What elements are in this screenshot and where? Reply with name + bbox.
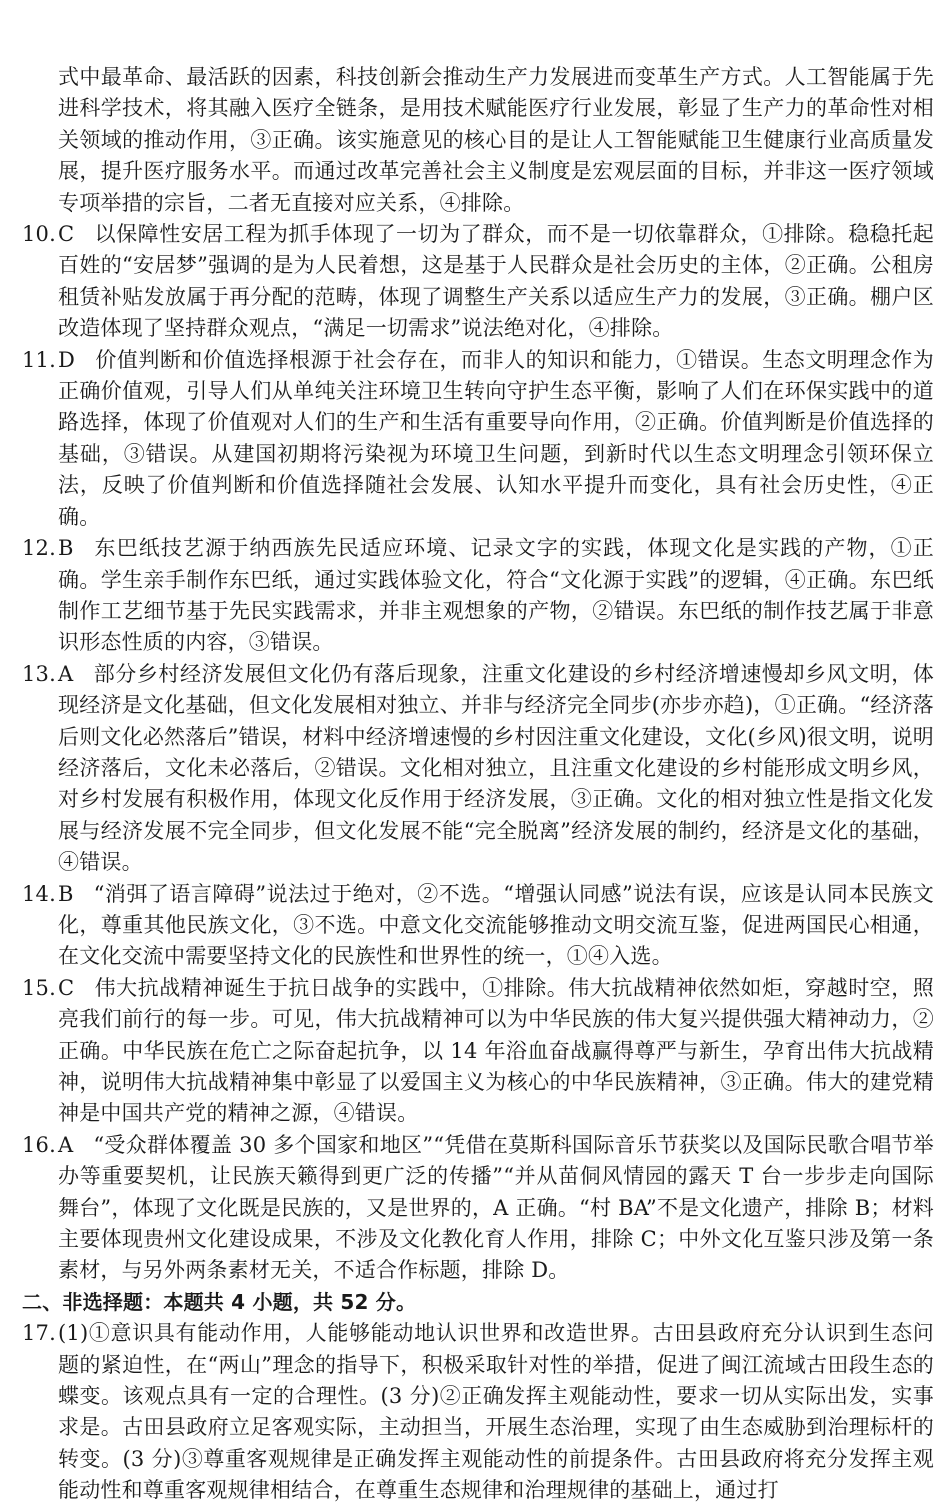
answer-item-11 — [22, 345, 934, 533]
item-explanation: 伟大抗战精神诞生于抗日战争的实践中，①排除。伟大抗战精神依然如炬，穿越时空，照亮我们前行的每一步。可见，伟大抗战精神可以为中华民族的伟大复兴提供强大精神动力，②正确。中华民族在危亡之际奋起抗争，以 14 年浴血奋战赢得尊严与新生，孕育出伟大抗战精神，说明伟大抗战精神集中彰显了以爱国主义为核心的中华民族精神，③正确。伟大的建党精神是中国共产党的精神之源，④错误。 — [58, 975, 934, 1126]
item-explanation: 东巴纸技艺源于纳西族先民适应环境、记录文字的实践，体现文化是实践的产物，①正确。学生亲手制作东巴纸，通过实践体验文化，符合“文化源于实践”的逻辑，④正确。东巴纸制作工艺细节基于先民实践需求，并非主观想象的产物，②错误。东巴纸的制作技艺属于非意识形态性质的内容，③错误。 — [58, 536, 934, 655]
item-explanation: 价值判断和价值选择根源于社会存在，而非人的知识和能力，①错误。生态文明理念作为正确价值观，引导人们从单纯关注环境卫生转向守护生态平衡，影响了人们在环保实践中的道路选择，体现了价值观对人们的生产和生活有重要导向作用，②正确。价值判断是价值选择的基础，③错误。从建国初期将污染视为环境卫生问题，到新时代以生态文明理念引领环保立法，反映了价值判断和价值选择随社会发展、认知水平提升而变化，具有社会历史性，④正确。 — [58, 347, 934, 529]
item-number: 12. — [22, 536, 56, 561]
item-explanation: (1)①意识具有能动作用，人能够能动地认识世界和改造世界。古田县政府充分认识到生态问题的紧迫性，在“两山”理念的指导下，积极采取针对性的举措，促进了闽江流域古田段生态的蝶变。该观点具有一定的合理性。(3 分)②正确发挥主观能动性，要求一切从实际出发，实事求是。古田县政府立足客观实际，主动担当，开展生态治理，实现了由生态威胁到治理标杆的转变。(3 分)③尊重客观规律是正确发挥主观能动性的前提条件。古田县政府将充分发挥主观能动性和尊重客观规律相结合，在尊重生态规律和治理规律的基础上，通过打 — [58, 1321, 934, 1503]
answer-item-17 — [22, 1318, 934, 1506]
answer-item-10 — [22, 219, 934, 345]
item-number: 14. — [22, 881, 56, 906]
item-answer: A — [58, 1132, 74, 1157]
item-answer: B — [58, 536, 74, 561]
item-answer: B — [58, 881, 74, 906]
section-heading: 二、非选择题：本题共 4 小题，共 52 分。 — [22, 1289, 417, 1314]
item-explanation: “消弭了语言障碍”说法过于绝对，②不选。“增强认同感”说法有误，应该是认同本民族文化，尊重其他民族文化，③不选。中意文化交流能够推动文明交流互鉴，促进两国民心相通，在文化交流中需要坚持文化的民族性和世界性的统一，①④入选。 — [58, 881, 934, 969]
item-answer: D — [58, 347, 76, 372]
answer-item-14 — [22, 879, 934, 973]
item-answer: C — [58, 975, 75, 1000]
item-number: 17. — [22, 1321, 56, 1346]
continuation-paragraph: 式中最革命、最活跃的因素，科技创新会推动生产力发展进而变革生产方式。人工智能属于先进科学技术，将其融入医疗全链条，是用技术赋能医疗行业发展，彰显了生产力的革命性对相关领域的推动作用，③正确。该实施意见的核心目的是让人工智能赋能卫生健康行业高质量发展，提升医疗服务水平。而通过改革完善社会主义制度是宏观层面的目标，并非这一医疗领域专项举措的宗旨，二者无直接对应关系，④排除。 — [58, 65, 934, 215]
item-number: 10. — [22, 222, 56, 247]
item-explanation: 部分乡村经济发展但文化仍有落后现象，注重文化建设的乡村经济增速慢却乡风文明，体现经济是文化基础，但文化发展相对独立、并非与经济完全同步(亦步亦趋)，①正确。“经济落后则文化必然落后”错误，材料中经济增速慢的乡村因注重文化建设，文化(乡风)很文明，说明经济落后，文化未必落后，②错误。文化相对独立，且注重文化建设的乡村能形成文明乡风，对乡村发展有积极作用，体现文化反作用于经济发展，③正确。文化的相对独立性是指文化发展与经济发展不完全同步，但文化发展不能“完全脱离”经济发展的制约，经济是文化的基础，④错误。 — [58, 661, 934, 875]
item-answer: C — [58, 222, 75, 247]
item-explanation: 以保障性安居工程为抓手体现了一切为了群众，而不是一切依靠群众，①排除。稳稳托起百姓的“安居梦”强调的是为人民着想，这是基于人民群众是社会历史的主体，②正确。公租房租赁补贴发放属于再分配的范畴，体现了调整生产关系以适应生产力的发展，③正确。棚户区改造体现了坚持群众观点，“满足一切需求”说法绝对化，④排除。 — [58, 222, 934, 341]
answer-item-16 — [22, 1130, 934, 1287]
item-number: 15. — [22, 975, 56, 1000]
answer-page — [22, 62, 934, 1507]
item-number: 13. — [22, 661, 56, 686]
answer-item-13 — [22, 659, 934, 879]
answer-item-15 — [22, 973, 934, 1130]
item-answer: A — [58, 661, 74, 686]
answer-item-12 — [22, 533, 934, 659]
item-number: 11. — [22, 347, 56, 372]
item-explanation: “受众群体覆盖 30 多个国家和地区”“凭借在莫斯科国际音乐节获奖以及国际民歌合唱节举办等重要契机，让民族天籁得到更广泛的传播”“并从苗侗风情园的露天 T 台一步步走向国际舞台”，体现了文化既是民族的，又是世界的，A 正确。“村 BA”不是文化遗产，排除 B；材料主要体现贵州文化建设成果，不涉及文化教化育人作用，排除 C；中外文化互鉴只涉及第一条素材，与另外两条素材无关，不适合作标题，排除 D。 — [58, 1132, 934, 1283]
item-number: 16. — [22, 1132, 56, 1157]
